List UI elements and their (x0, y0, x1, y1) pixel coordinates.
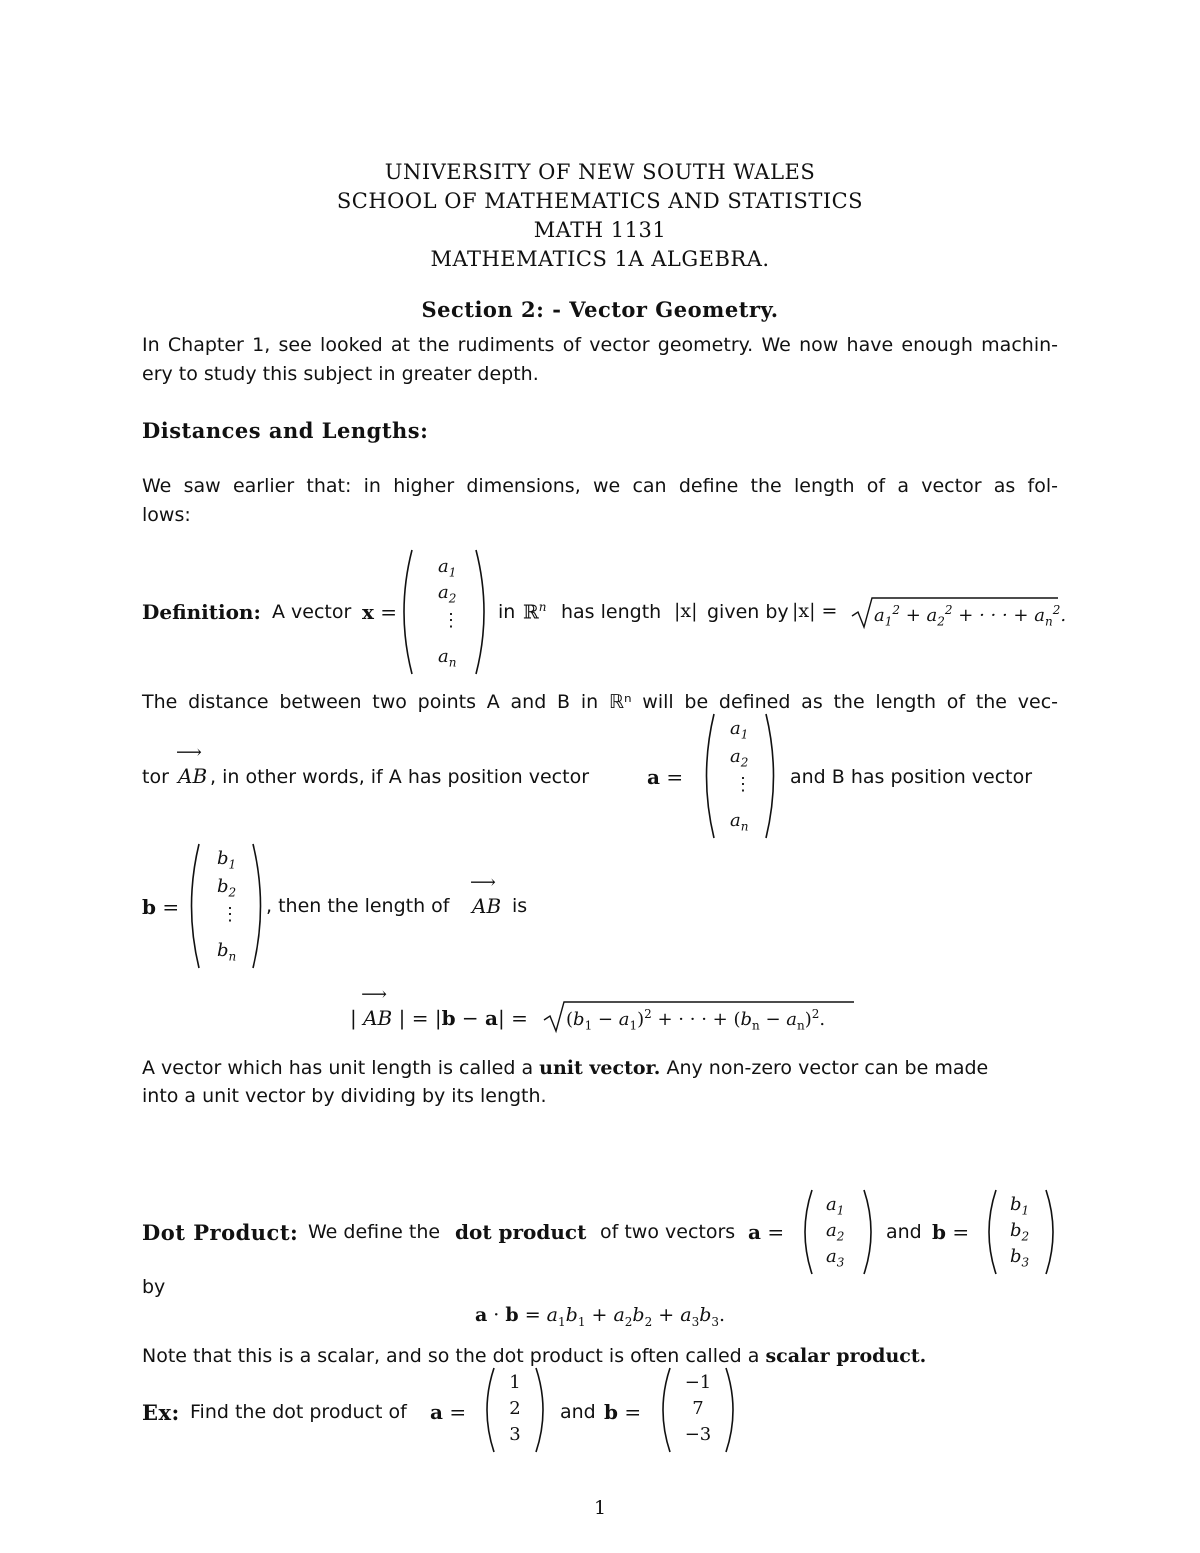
definition-label: Definition: (142, 600, 261, 624)
distances-para-line-1: We saw earlier that: in higher dimensions, we can define the length of a vector as fol- (142, 475, 1058, 497)
dot-vector-b-symbol: b = (932, 1220, 970, 1244)
vector-b-entry-1: $b_1$ (217, 848, 237, 872)
real-space-symbol: ℝ$^n$ (523, 600, 547, 624)
vector-x-entry-1: $a_1$ (438, 556, 457, 580)
vector-a-dots: ⋮ (734, 774, 752, 795)
dot-vector-a-column (800, 1188, 876, 1276)
definition-text-d: given by (707, 601, 789, 623)
example-a-entry-1: 1 (509, 1372, 521, 1393)
definition-text-b: in (498, 601, 516, 623)
example-vector-b-column (658, 1366, 738, 1454)
vector-b-dots: ⋮ (221, 904, 239, 925)
header-course-title: MATHEMATICS 1A ALGEBRA. (430, 247, 770, 271)
vector-x-entry-n: $a_n$ (438, 646, 457, 670)
vector-ab-symbol: ⟶ AB (178, 764, 207, 788)
example-b-entry-1: −1 (684, 1372, 712, 1393)
unit-vector-line-2: into a unit vector by dividing by its length. (142, 1085, 547, 1107)
dot-product-heading: Dot Product: (142, 1220, 299, 1245)
distance-mid-text: , in other words, if A has position vector (210, 766, 590, 788)
dot-vector-a-entry-2: $a_2$ (826, 1220, 845, 1244)
intro-line-1: In Chapter 1, see looked at the rudiments of vector geometry. We now have enough machin- (142, 334, 1058, 356)
dot-by-text: by (142, 1276, 166, 1298)
distance-para-line-1: The distance between two points A and B in ℝⁿ will be defined as the length of the vec- (142, 691, 1058, 713)
dot-product-formula: $a \cdot b = a_1b_1 + a_2b_2 + a_3b_3$. (474, 1304, 726, 1329)
distances-para-line-2: lows: (142, 504, 191, 526)
example-vector-a-column (482, 1366, 548, 1454)
dot-note-line: Note that this is a scalar, and so the dot product is often called a scalar product. (142, 1345, 927, 1367)
header-university: UNIVERSITY OF NEW SOUTH WALES (384, 160, 816, 184)
dot-vector-a-symbol: a = (748, 1220, 785, 1244)
dot-product-text-a: We define the (308, 1221, 441, 1243)
example-vector-b-symbol: b = (604, 1400, 642, 1424)
example-and-text: and (560, 1401, 596, 1423)
vector-x-dots: ⋮ (442, 610, 460, 631)
vector-b-column (187, 842, 265, 970)
definition-text-a: A vector (272, 601, 352, 623)
distance-end-text: and B has position vector (790, 766, 1033, 788)
dot-vector-b-entry-2: $b_2$ (1010, 1220, 1030, 1244)
dot-vector-b-entry-1: $b_1$ (1010, 1194, 1030, 1218)
vector-ab-symbol-2: ⟶ AB (472, 894, 501, 918)
vector-a-column (702, 712, 778, 840)
section-title: Section 2: - Vector Geometry. (421, 297, 779, 322)
distances-heading: Distances and Lengths: (142, 418, 429, 443)
distance-tor: tor (142, 766, 169, 788)
vector-x-symbol: x = (362, 600, 398, 624)
vector-a-symbol: a = (647, 765, 684, 789)
dot-product-bold: dot product (455, 1220, 587, 1244)
vector-a-entry-n: $a_n$ (730, 810, 749, 834)
norm-formula-terms: $a_1^2 + a_2^2$ + · · · + $a_n^2$. (874, 603, 1067, 629)
example-text: Find the dot product of (190, 1401, 407, 1423)
vector-b-entry-n: $b_n$ (217, 940, 237, 964)
dot-product-text-b: of two vectors (600, 1221, 736, 1243)
example-a-entry-2: 2 (509, 1398, 521, 1419)
distance-formula-left: | ⟶ AB | = |b − a| = (350, 1006, 528, 1030)
dot-vector-b-column (984, 1188, 1058, 1276)
dot-vector-a-entry-1: $a_1$ (826, 1194, 845, 1218)
definition-text-c: has length (561, 601, 662, 623)
dot-and-text: and (886, 1221, 922, 1243)
vector-a-entry-2: $a_2$ (730, 746, 749, 770)
vector-a-entry-1: $a_1$ (730, 718, 749, 742)
unit-vector-line-1: A vector which has unit length is called a unit vector. Any non-zero vector can be made (142, 1057, 989, 1079)
dot-vector-a-entry-3: $a_3$ (826, 1246, 845, 1270)
vector-x-column (398, 548, 490, 676)
example-a-entry-3: 3 (509, 1424, 521, 1445)
norm-formula: |x| = (792, 600, 838, 622)
intro-line-2: ery to study this subject in greater depth. (142, 363, 539, 385)
example-vector-a-symbol: a = (430, 1400, 467, 1424)
vector-b-entry-2: $b_2$ (217, 876, 237, 900)
then-length-text: , then the length of (266, 895, 450, 917)
distance-formula-terms: $(b_1 - a_1)^2$ + · · · + $(b_n - a_n)^2$. (566, 1007, 826, 1033)
header-school: SCHOOL OF MATHEMATICS AND STATISTICS (336, 189, 864, 213)
vector-x-entry-2: $a_2$ (438, 582, 457, 606)
example-b-entry-2: 7 (692, 1398, 704, 1419)
vector-b-symbol: b = (142, 895, 180, 919)
header-course-code: MATH 1131 (533, 218, 667, 242)
example-b-entry-3: −3 (684, 1424, 712, 1445)
example-label: Ex: (142, 1400, 180, 1425)
is-text: is (512, 895, 528, 917)
dot-vector-b-entry-3: $b_3$ (1010, 1246, 1030, 1270)
page-number: 1 (593, 1497, 607, 1519)
norm-x-symbol: |x| (674, 600, 698, 622)
